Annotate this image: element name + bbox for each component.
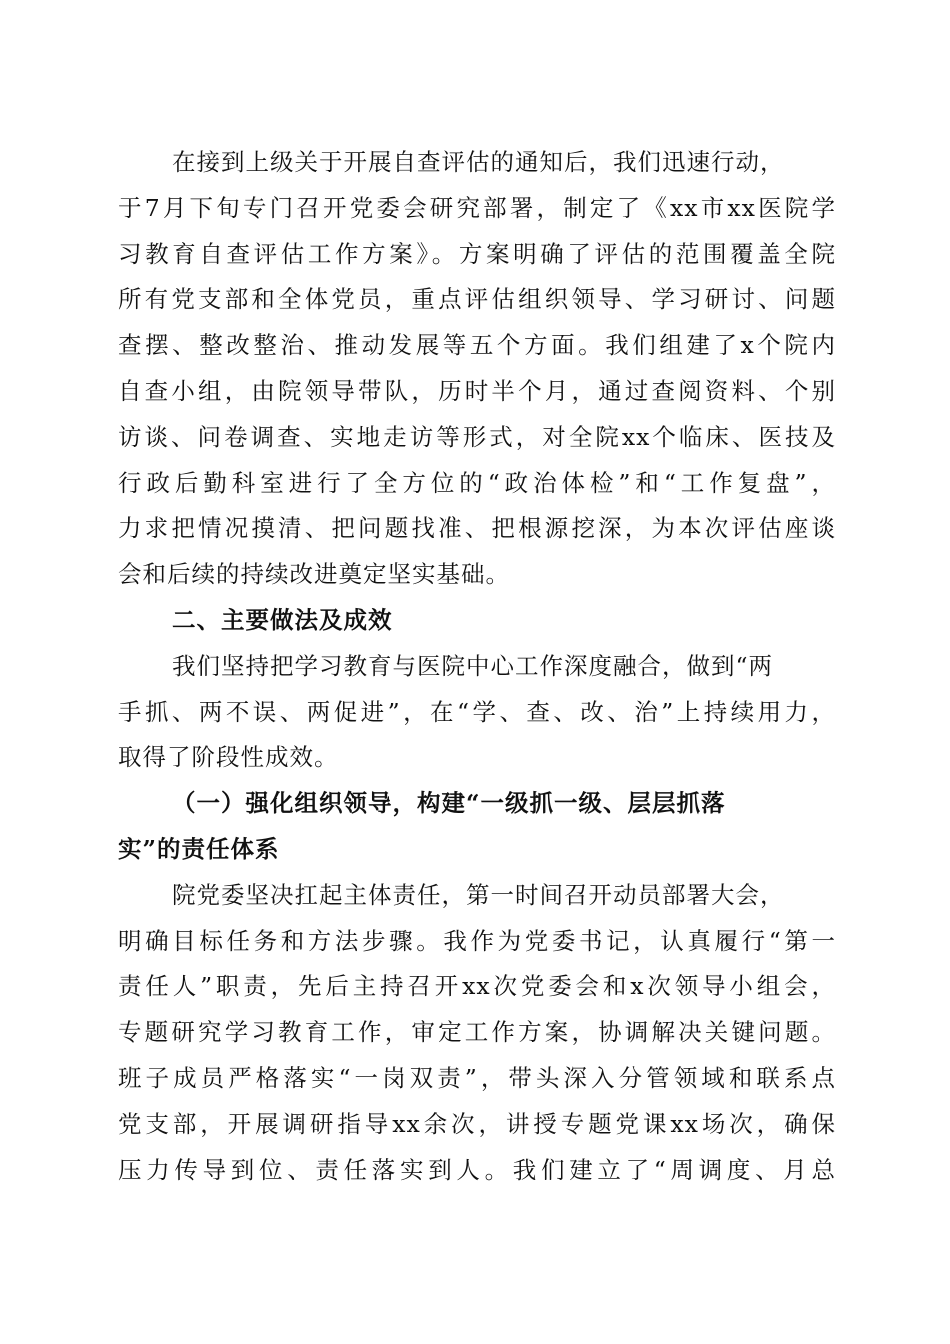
text-line: 责任人”职责，先后主持召开xx次党委会和x次领导小组会， [118,972,836,1001]
text-line: 习教育自查评估工作方案》。方案明确了评估的范围覆盖全院 [118,239,836,268]
text-line: 自查小组，由院领导带队，历时半个月，通过查阅资料、个别 [118,376,836,405]
text-line: 压力传导到位、责任落实到人。我们建立了“周调度、月总 [118,1155,836,1184]
text-line: 在接到上级关于开展自查评估的通知后，我们迅速行动， [172,148,785,176]
text-line: 专题研究学习教育工作，审定工作方案，协调解决关键问题。 [118,1018,836,1047]
text-line: 所有党支部和全体党员，重点评估组织领导、学习研讨、问题 [118,285,836,314]
subsection-heading: （一）强化组织领导，构建“一级抓一级、层层抓落 [172,789,726,818]
text-line: 会和后续的持续改进奠定坚实基础。 [118,560,510,589]
text-line: 于7月下旬专门召开党委会研究部署，制定了《xx市xx医院学 [118,193,836,222]
text-line: 我们坚持把学习教育与医院中心工作深度融合，做到“两 [172,651,774,680]
document-body [118,140,836,1193]
text-line: 访谈、问卷调查、实地走访等形式，对全院xx个临床、医技及 [118,422,836,451]
text-line: 查摆、整改整治、推动发展等五个方面。我们组建了x个院内 [118,331,836,360]
text-line: 党支部，开展调研指导xx余次，讲授专题党课xx场次，确保 [118,1109,836,1138]
text-line: 明确目标任务和方法步骤。我作为党委书记，认真履行“第一 [118,926,836,955]
subsection-heading: 实”的责任体系 [118,834,280,863]
text-line: 班子成员严格落实“一岗双责”，带头深入分管领域和联系点 [118,1063,836,1092]
text-line: 行政后勤科室进行了全方位的“政治体检”和“工作复盘”， [118,468,836,497]
text-line: 院党委坚决扛起主体责任，第一时间召开动员部署大会， [172,880,785,909]
text-line: 取得了阶段性成效。 [118,743,339,772]
section-heading: 二、主要做法及成效 [172,605,393,634]
text-line: 手抓、两不误、两促进”，在“学、查、改、治”上持续用力， [118,697,836,726]
text-line: 力求把情况摸清、把问题找准、把根源挖深，为本次评估座谈 [118,514,836,543]
